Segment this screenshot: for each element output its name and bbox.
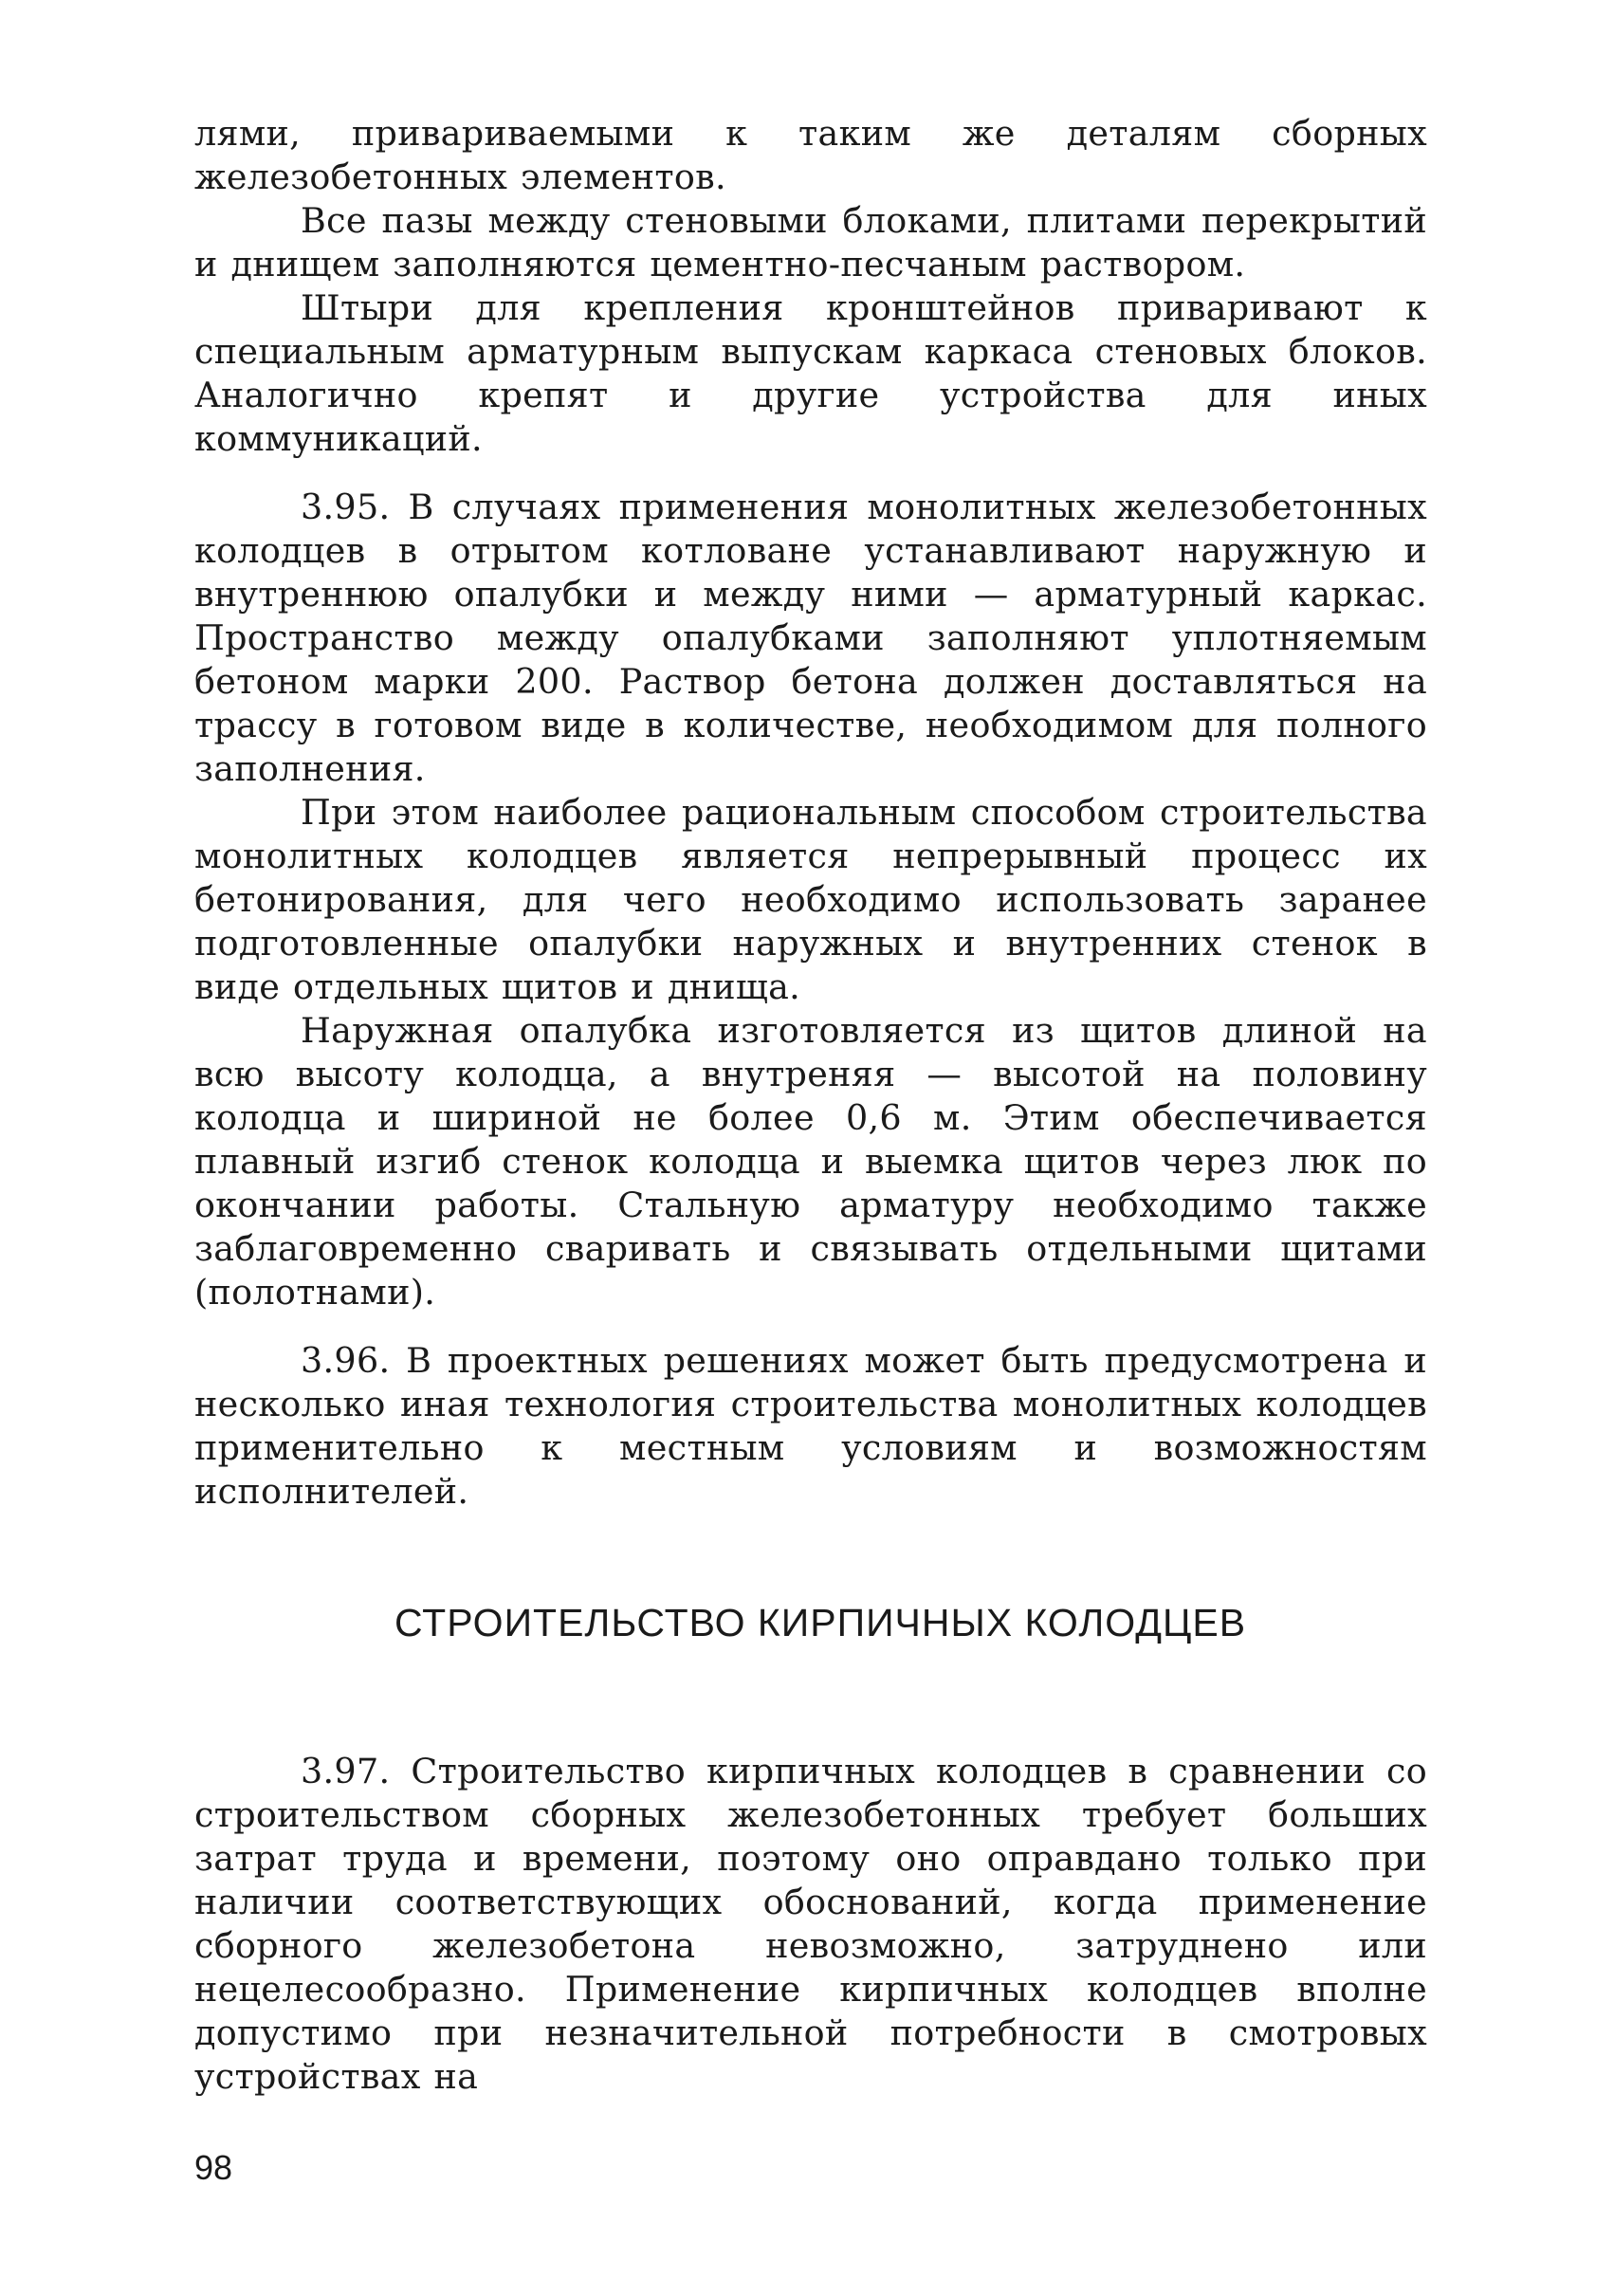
paragraph-grooves: Все пазы между стеновыми блоками, плитами перекрытий и днищем заполняются цементно-песчаным раствором. (194, 200, 1427, 285)
paragraph-pins: Штыри для крепления кронштейнов приваривают к специальным арматурным выпускам каркаса стеновых блоков. Аналогично крепят и другие устройства для иных коммуникаций. (194, 287, 1427, 459)
page-number: 98 (194, 2148, 233, 2187)
page-body (194, 112, 1427, 2099)
paragraph-formwork: Наружная опалубка изготовляется из щитов длиной на всю высоту колодца, а внутреняя — высотой на половину колодца и шириной не более 0,6 м. Этим обеспечивается плавный изгиб стенок колодца и выемка щитов через люк по окончании работы. Стальную арматуру необходимо также заблаговременно сваривать и связывать отдельными щитами (полотнами). (194, 1010, 1427, 1313)
paragraph-continuous-concreting: При этом наиболее рациональным способом строительства монолитных колодцев является непрерывный процесс их бетонирования, для чего необходимо использовать заранее подготовленные опалубки наружных и внутренних стенок в виде отдельных щитов и днища. (194, 792, 1427, 1007)
paragraph-continuation: лями, привариваемыми к таким же деталям сборных железобетонных элементов. (194, 113, 1427, 197)
paragraph-3-95: 3.95. В случаях применения монолитных железобетонных колодцев в отрытом котловане устанавливают наружную и внутреннюю опалубки и между ними — арматурный каркас. Пространство между опалубками заполняют уплотняемым бетоном марки 200. Раствор бетона должен доставляться на трассу в готовом виде в количестве, необходимом для полного заполнения. (194, 487, 1427, 789)
paragraph-3-97: 3.97. Строительство кирпичных колодцев в сравнении со строительством сборных железобетонных требует больших затрат труда и времени, поэтому оно оправдано только при наличии соответствующих обоснований, когда применение сборного железобетона невозможно, затруднено или нецелесообразно. Применение кирпичных колодцев вполне допустимо при незначительной потребности в смотровых устройствах на (194, 1751, 1427, 2097)
paragraph-3-96: 3.96. В проектных решениях может быть предусмотрена и несколько иная технология строительства монолитных колодцев применительно к местным условиям и возможностям исполнителей. (194, 1340, 1427, 1512)
section-heading: СТРОИТЕЛЬСТВО КИРПИЧНЫХ КОЛОДЦЕВ (394, 1601, 1247, 1644)
